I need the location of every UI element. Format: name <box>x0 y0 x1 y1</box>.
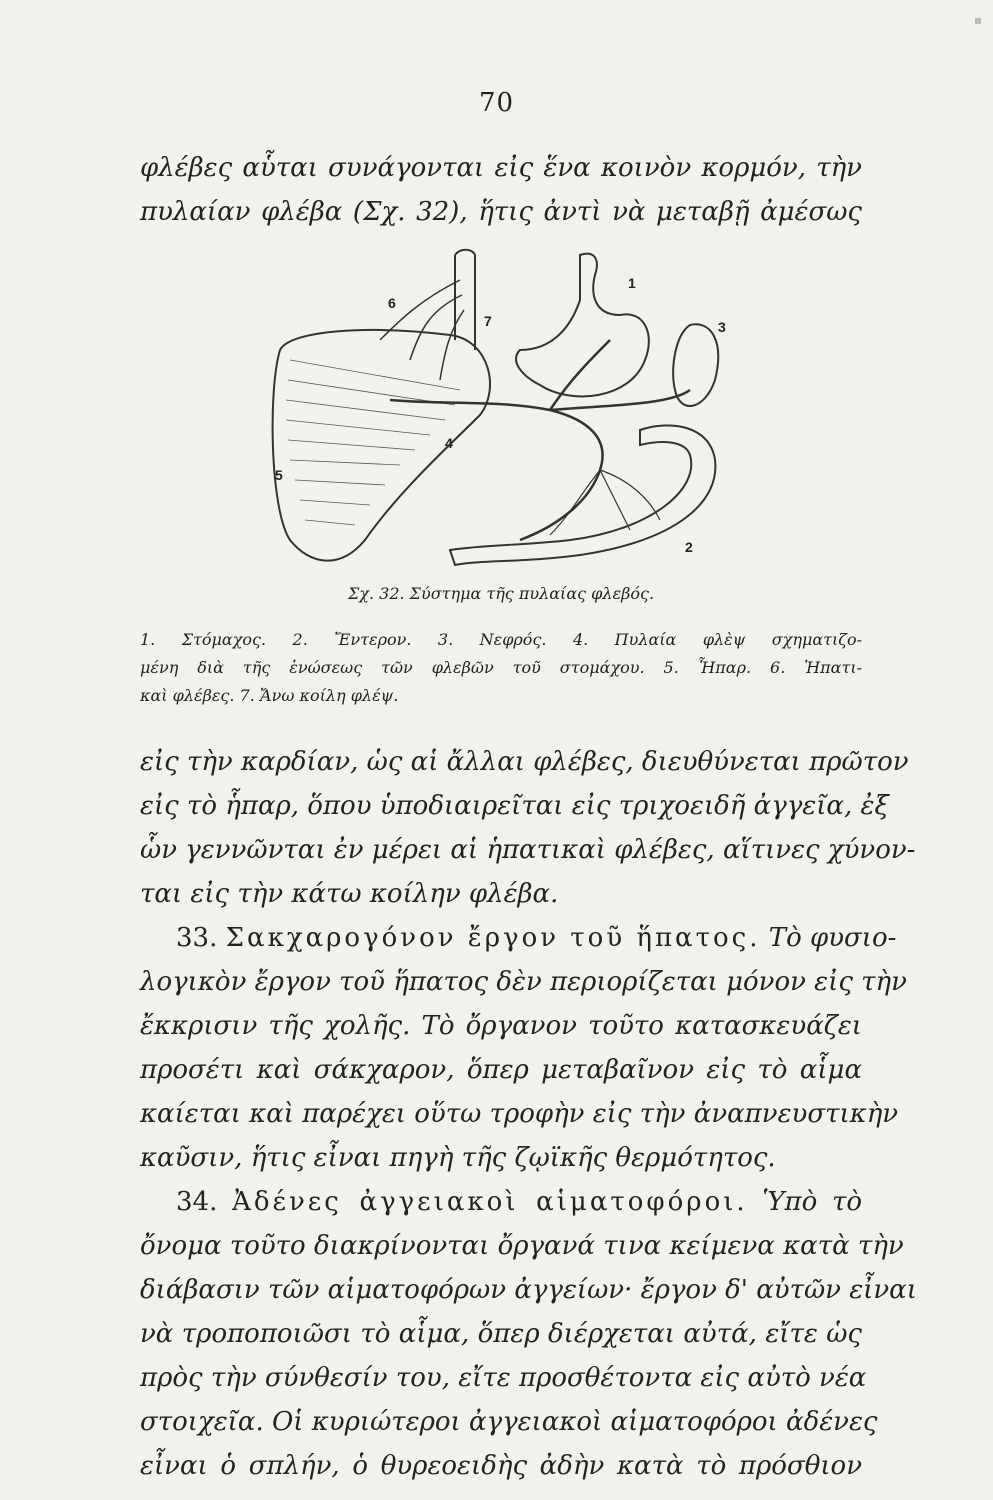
legend-line: μένη διὰ τῆς ἑνώσεως τῶν φλεβῶν τοῦ στομάχου. 5. Ἧπαρ. 6. Ἡπατι- <box>140 658 862 677</box>
section-33 <box>140 916 907 1180</box>
text-line: προσέτι καὶ σάκχαρον, ὅπερ μεταβαῖνον εἰς τὸ αἷμα <box>140 1055 862 1085</box>
text-line: ται εἰς τὴν κάτω κοίλην φλέβα. <box>140 879 559 909</box>
figure-label: 7 <box>484 313 492 329</box>
text-line: διάβασιν τῶν αἱματοφόρων ἀγγείων· ἔργον δ' αὐτῶν εἶναι <box>140 1275 917 1305</box>
section-34 <box>140 1180 917 1488</box>
text-line: λογικὸν ἔργον τοῦ ἥπατος δὲν περιορίζεται μόνον εἰς τὴν <box>140 967 907 997</box>
portal-vein-illustration <box>390 340 690 540</box>
text-line: φλέβες αὗται συνάγονται εἰς ἕνα κοινὸν κορμόν, τὴν <box>140 153 862 183</box>
liver-illustration <box>273 330 490 561</box>
page-number: 70 <box>478 88 515 118</box>
text-line: καῦσιν, ἥτις εἶναι πηγὴ τῆς ζῳϊκῆς θερμότητος. <box>140 1143 776 1173</box>
text-line: εἶναι ὁ σπλήν, ὁ θυρεοειδὴς ἀδὴν κατὰ τὸ πρόσθιον <box>140 1451 862 1481</box>
text-line: ἔκκρισιν τῆς χολῆς. Τὸ ὄργανον τοῦτο κατασκευάζει <box>140 1011 862 1041</box>
figure-label: 3 <box>718 319 726 335</box>
legend-line: 1. Στόμαχος. 2. Ἔντερον. 3. Νεφρός. 4. Πυλαία φλὲψ σχηματιζο- <box>140 630 862 649</box>
text-fragment: Τὸ φυσιο- <box>768 923 897 953</box>
section-number: 33. <box>176 923 218 953</box>
text-line: εἰς τὸ ἧπαρ, ὅπου ὑποδιαιρεῖται εἰς τριχοειδῆ ἀγγεῖα, ἐξ <box>140 791 889 821</box>
figure-label: 5 <box>275 467 283 483</box>
section-heading-line <box>140 1180 862 1224</box>
liver-hatching <box>286 360 460 525</box>
text-line: ὄνομα τοῦτο διακρίνονται ὄργανά τινα κείμενα κατὰ τὴν <box>140 1231 904 1261</box>
section-heading-line <box>140 916 897 960</box>
portal-vein-figure <box>250 240 750 585</box>
figure-label: 6 <box>388 295 396 311</box>
text-line: πρὸς τὴν σύνθεσίν του, εἴτε προσθέτοντα εἰς αὐτὸ νέα <box>140 1363 867 1393</box>
figure-legend <box>140 626 862 710</box>
figure-label: 2 <box>685 539 693 555</box>
kidney-illustration <box>673 324 718 406</box>
text-line: πυλαίαν φλέβα (Σχ. 32), ἥτις ἀντὶ νὰ μεταβῇ ἀμέσως <box>140 197 862 227</box>
text-line: εἰς τὴν καρδίαν, ὡς αἱ ἄλλαι φλέβες, διευθύνεται πρῶτον <box>140 747 909 777</box>
text-line: στοιχεῖα. Οἱ κυριώτεροι ἀγγειακοὶ αἱματοφόροι ἀδένες <box>140 1407 878 1437</box>
text-line: ὧν γεννῶνται ἐν μέρει αἱ ἡπατικαὶ φλέβες, αἵτινες χύνον- <box>140 835 916 865</box>
legend-line: καὶ φλέβες. 7. Ἄνω κοίλη φλέψ. <box>140 686 399 705</box>
section-heading: Σακχαρογόνον ἔργον τοῦ ἥπατος. <box>225 923 761 953</box>
vena-cava-illustration <box>455 250 475 350</box>
section-number: 34. <box>176 1187 218 1217</box>
intestine-illustration <box>450 425 715 565</box>
figure-label: 4 <box>445 435 453 451</box>
top-paragraph <box>140 146 862 234</box>
text-fragment: Ὑπὸ τὸ <box>762 1187 863 1217</box>
body-paragraph <box>140 740 916 916</box>
corner-mark <box>975 18 981 24</box>
section-heading: Ἀδένες ἀγγειακοὶ αἱματοφόροι. <box>232 1187 748 1217</box>
figure-label: 1 <box>628 275 636 291</box>
figure-caption: Σχ. 32. Σύστημα τῆς πυλαίας φλεβός. <box>347 584 655 603</box>
text-line: νὰ τροποποιῶσι τὸ αἷμα, ὅπερ διέρχεται αὐτά, εἴτε ὡς <box>140 1319 862 1349</box>
text-line: καίεται καὶ παρέχει οὕτω τροφὴν εἰς τὴν ἀναπνευστικὴν <box>140 1099 899 1129</box>
